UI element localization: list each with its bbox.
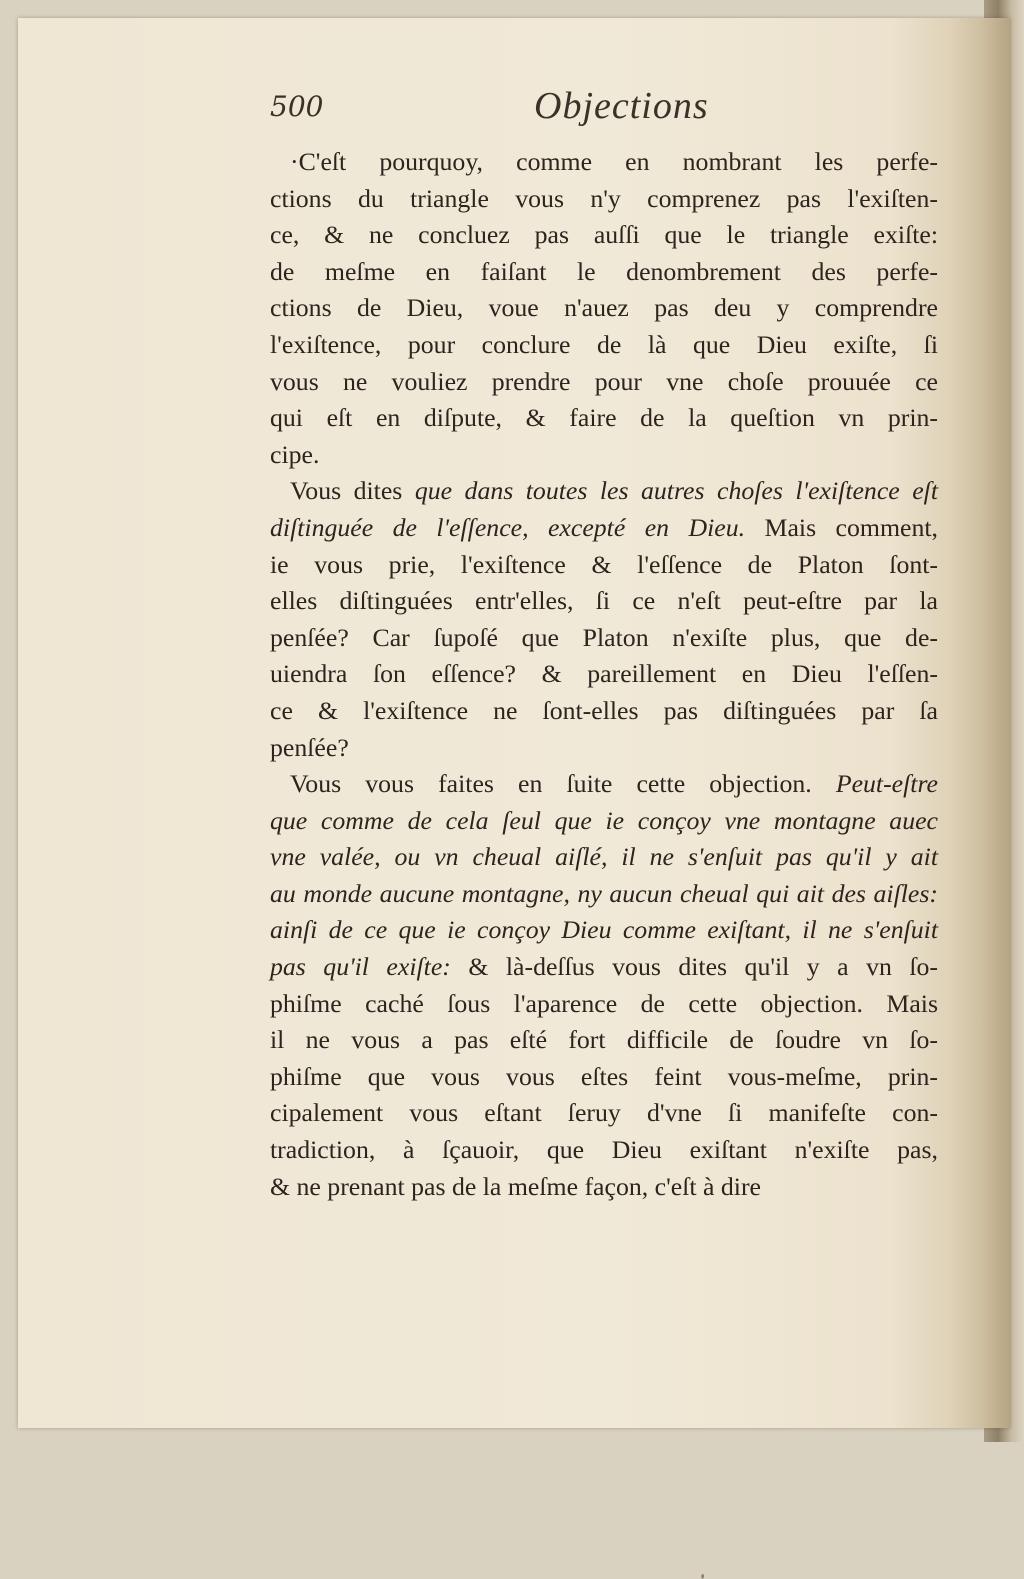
text-line: [270, 730, 938, 767]
text-line: [270, 254, 938, 291]
text-line: [270, 583, 938, 620]
text-line: [270, 510, 938, 547]
italic-span: que comme de cela ſeul que ie conçoy vne montagne auec: [270, 805, 938, 835]
text-span: penſée? Car ſupoſé que Platon n'exiſte plus, que de-: [270, 622, 938, 652]
text-line: [270, 547, 938, 584]
text-span: Mais comment,: [745, 512, 938, 542]
text-line: [270, 986, 938, 1023]
page-header: [248, 84, 968, 134]
text-span: ce, & ne concluez pas auſſi que le triangle exiſte:: [270, 220, 938, 250]
text-line: [270, 1132, 938, 1169]
text-line: [270, 912, 938, 949]
text-line: [270, 656, 938, 693]
text-line: [270, 144, 938, 181]
italic-span: au monde aucune montagne, ny aucun cheual qui ait des aiſles:: [270, 878, 938, 908]
text-span: Vous vous faites en ſuite cette objection.: [290, 769, 836, 799]
text-line: [270, 803, 938, 840]
text-span: Vous dites: [290, 476, 415, 506]
text-line: [270, 181, 938, 218]
text-line: [270, 400, 938, 437]
text-line: [270, 693, 938, 730]
text-span: vous ne vouliez prendre pour vne choſe prouuée ce: [270, 366, 938, 396]
text-span: phiſme que vous vous eſtes feint vous-meſme, prin-: [270, 1061, 938, 1091]
text-line: [270, 473, 938, 510]
text-span: phiſme caché ſous l'aparence de cette objection. Mais: [270, 988, 938, 1018]
text-line: [270, 437, 938, 474]
italic-span: que dans toutes les autres choſes l'exiſtence eſt: [414, 476, 938, 506]
italic-span: pas qu'il exiſte:: [270, 952, 451, 982]
italic-span: vne valée, ou vn cheual aiſlé, il ne s'enſuit pas qu'il y ait: [270, 842, 938, 872]
text-span: tradiction, à ſçauoir, que Dieu exiſtant n'exiſte pas,: [270, 1135, 938, 1165]
text-line: [270, 217, 938, 254]
text-span: elles diſtinguées entr'elles, ſi ce n'eſt peut-eſtre par la: [270, 586, 938, 616]
text-span: cipalement vous eſtant ſeruy d'vne ſi manifeſte con-: [270, 1098, 938, 1128]
text-span: & là-deſſus vous dites qu'il y a vn ſo-: [450, 952, 938, 982]
text-line: [270, 1059, 938, 1096]
text-span: penſée?: [270, 732, 349, 762]
body-text: [270, 144, 938, 1205]
italic-span: diſtinguée de l'eſſence, excepté en Dieu.: [270, 512, 746, 542]
text-span: cipe.: [270, 439, 320, 469]
text-span: ce & l'exiſtence ne ſont-elles pas diſtinguées par ſa: [270, 695, 938, 725]
text-span: uiendra ſon eſſence? & pareillement en Dieu l'eſſen-: [270, 659, 938, 689]
text-line: [270, 290, 938, 327]
text-span: de meſme en faiſant le denombrement des perfe-: [270, 256, 938, 286]
paper-speck: [701, 1574, 704, 1579]
page-number: 500: [270, 90, 324, 123]
text-line: [270, 949, 938, 986]
text-span: ·C'eſt pourquoy, comme en nombrant les perfe-: [290, 147, 938, 176]
text-span: l'exiſtence, pour conclure de là que Dieu exiſte, ſi: [270, 329, 938, 359]
text-line: [270, 839, 938, 876]
text-span: & ne prenant pas de la meſme façon, c'eſt à dire: [270, 1171, 761, 1201]
text-line: [270, 766, 938, 803]
text-span: qui eſt en diſpute, & faire de la queſtion vn prin-: [270, 403, 938, 433]
text-span: ie vous prie, l'exiſtence & l'eſſence de Platon ſont-: [270, 549, 938, 579]
text-line: [270, 1022, 938, 1059]
text-line: [270, 1095, 938, 1132]
running-title: Objections: [534, 85, 709, 127]
italic-span: ainſi de ce que ie conçoy Dieu comme exiſtant, il ne s'enſuit: [270, 915, 938, 945]
text-line: [270, 876, 938, 913]
text-span: ctions du triangle vous n'y comprenez pas l'exiſten-: [270, 183, 938, 213]
text-line: [270, 327, 938, 364]
text-line: [270, 1169, 938, 1206]
text-line: [270, 620, 938, 657]
italic-span: Peut-eſtre: [835, 769, 938, 799]
text-span: ctions de Dieu, voue n'auez pas deu y comprendre: [270, 293, 938, 323]
text-span: il ne vous a pas eſté fort difficile de ſoudre vn ſo-: [270, 1025, 938, 1055]
text-line: [270, 364, 938, 401]
